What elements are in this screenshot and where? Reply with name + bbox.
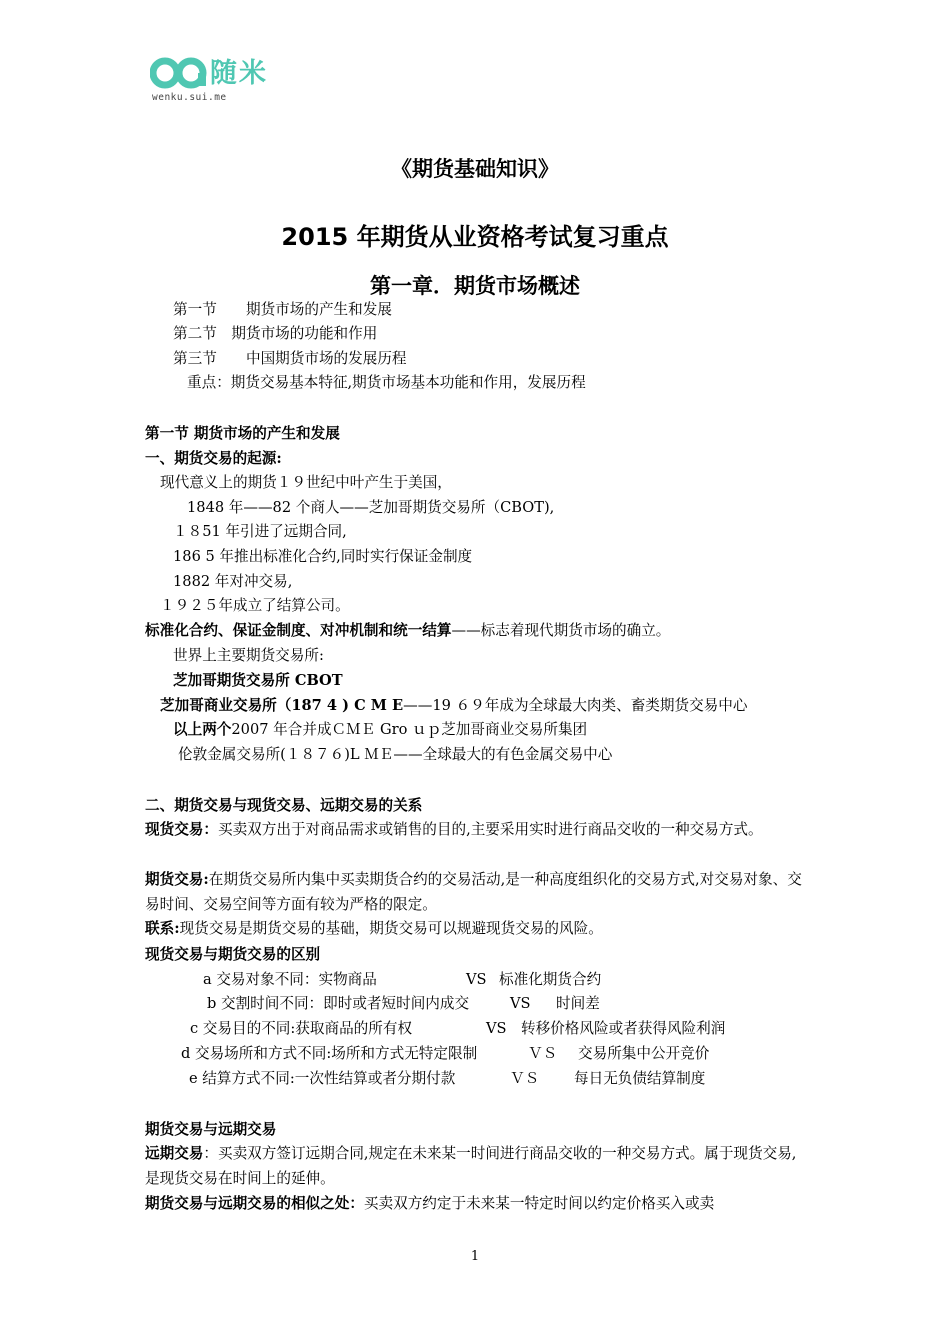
markers-bold: 标准化合约、保证金制度、对冲机制和统一结算: [145, 622, 452, 639]
subsection-heading: 一、期货交易的起源:: [145, 450, 282, 467]
difference-heading: 现货交易与期货交易的区别: [145, 946, 321, 963]
toc-item-2: 第二节 期货市场的功能和作用: [173, 325, 378, 342]
relation-text: 现货交易是期货交易的基础，期货交易可以规避现货交易的风险。: [179, 920, 603, 937]
merge-rest: 2007 年合并成ＣＭＥ Gro ｕｐ芝加哥商业交易所集团: [231, 721, 588, 738]
exchange-merge: [173, 720, 587, 740]
difference-left: b 交割时间不同：即时或者短时间内成交: [207, 995, 470, 1012]
section-heading-2: 二、期货交易与现货交易、远期交易的关系: [145, 797, 423, 814]
spot-definition: [145, 818, 810, 843]
exam-title: 2015 年期货从业资格考试复习重点: [281, 223, 669, 251]
spot-label: 现货交易：: [145, 821, 218, 838]
origin-line: １９２５年成立了结算公司。: [160, 597, 350, 614]
origin-line: １８51 年引进了远期合同,: [173, 523, 347, 540]
section-heading: 第一节 期货市场的产生和发展: [145, 425, 340, 442]
difference-vs: VS: [466, 971, 487, 988]
cme-rest: ——19 ６９年成为全球最大肉类、畜类期货交易中心: [403, 697, 748, 714]
similarities: [145, 1192, 810, 1217]
origin-line: 1882 年对冲交易,: [173, 573, 293, 590]
exchange-cme: [160, 696, 747, 716]
difference-right: 时间差: [556, 995, 600, 1012]
futures-text: 在期货交易所内集中买卖期货合约的交易活动,是一种高度组织化的交易方式,对交易对象、交易时间、交易空间等方面有较为严格的限定。: [145, 871, 802, 913]
relation-label: 联系:: [145, 920, 180, 937]
suimi-logo-icon: [150, 56, 208, 90]
difference-vs: VS: [486, 1020, 507, 1037]
origin-line: 1848 年——82 个商人——芝加哥期货交易所（CBOT),: [187, 499, 555, 516]
chapter-title: 第一章．期货市场概述: [370, 273, 580, 298]
modern-market-markers: [145, 621, 670, 641]
futures-label: 期货交易:: [145, 871, 209, 888]
difference-vs: ＶＳ: [510, 1070, 540, 1087]
difference-left: d 交易场所和方式不同:场所和方式无特定限制: [181, 1045, 478, 1062]
difference-right: 每日无负债结算制度: [574, 1070, 706, 1087]
difference-left: c 交易目的不同:获取商品的所有权: [190, 1020, 413, 1037]
origin-line: 现代意义上的期货１９世纪中叶产生于美国，: [160, 474, 452, 491]
key-points: 重点：期货交易基本特征,期货市场基本功能和作用，发展历程: [187, 374, 586, 391]
similar-text: 买卖双方约定于未来某一特定时间以约定价格买入或卖: [363, 1195, 715, 1212]
forward-definition: [145, 1142, 810, 1191]
markers-rest: ——标志着现代期货市场的确立。: [451, 622, 671, 639]
exchanges-intro: 世界上主要期货交易所:: [173, 647, 324, 664]
origin-line: 186 5 年推出标准化合约,同时实行保证金制度: [173, 548, 473, 565]
difference-left: a 交易对象不同：实物商品: [203, 971, 377, 988]
difference-right: 标准化期货合约: [499, 971, 602, 988]
cme-bold: 芝加哥商业交易所（187 4 ) C M E: [160, 697, 404, 714]
difference-right: 交易所集中公开竞价: [578, 1045, 710, 1062]
toc-item-3: 第三节 中国期货市场的发展历程: [173, 350, 407, 367]
forward-label: 远期交易: [145, 1145, 204, 1162]
difference-right: 转移价格风险或者获得风险利润: [521, 1020, 726, 1037]
relation: [145, 917, 810, 942]
exchange-lme: 伦敦金属交易所(１８７６)L ＭＥ——全球最大的有色金属交易中心: [178, 746, 613, 763]
difference-vs: VS: [510, 995, 531, 1012]
page-number: 1: [470, 1249, 480, 1264]
difference-left: e 结算方式不同:一次性结算或者分期付款: [189, 1070, 456, 1087]
forward-heading: 期货交易与远期交易: [145, 1121, 277, 1138]
futures-definition: [145, 868, 810, 917]
logo-brand-text: 随米: [210, 58, 268, 89]
site-logo[interactable]: [150, 56, 310, 106]
toc-item-1: 第一节 期货市场的产生和发展: [173, 301, 392, 318]
similar-label: 期货交易与远期交易的相似之处：: [145, 1195, 364, 1212]
book-title: 《期货基础知识》: [391, 156, 559, 181]
spot-text: 买卖双方出于对商品需求或销售的目的,主要采用实时进行商品交收的一种交易方式。: [217, 821, 763, 838]
exchange-cbot: 芝加哥期货交易所 CBOT: [173, 672, 343, 689]
forward-text: ：买卖双方签订远期合同,规定在未来某一时间进行商品交收的一种交易方式。属于现货交易,是现货交易在时间上的延伸。: [145, 1145, 797, 1187]
merge-bold: 以上两个: [173, 721, 232, 738]
logo-site-url: wenku.sui.me: [152, 92, 227, 103]
difference-vs: ＶＳ: [528, 1045, 558, 1062]
